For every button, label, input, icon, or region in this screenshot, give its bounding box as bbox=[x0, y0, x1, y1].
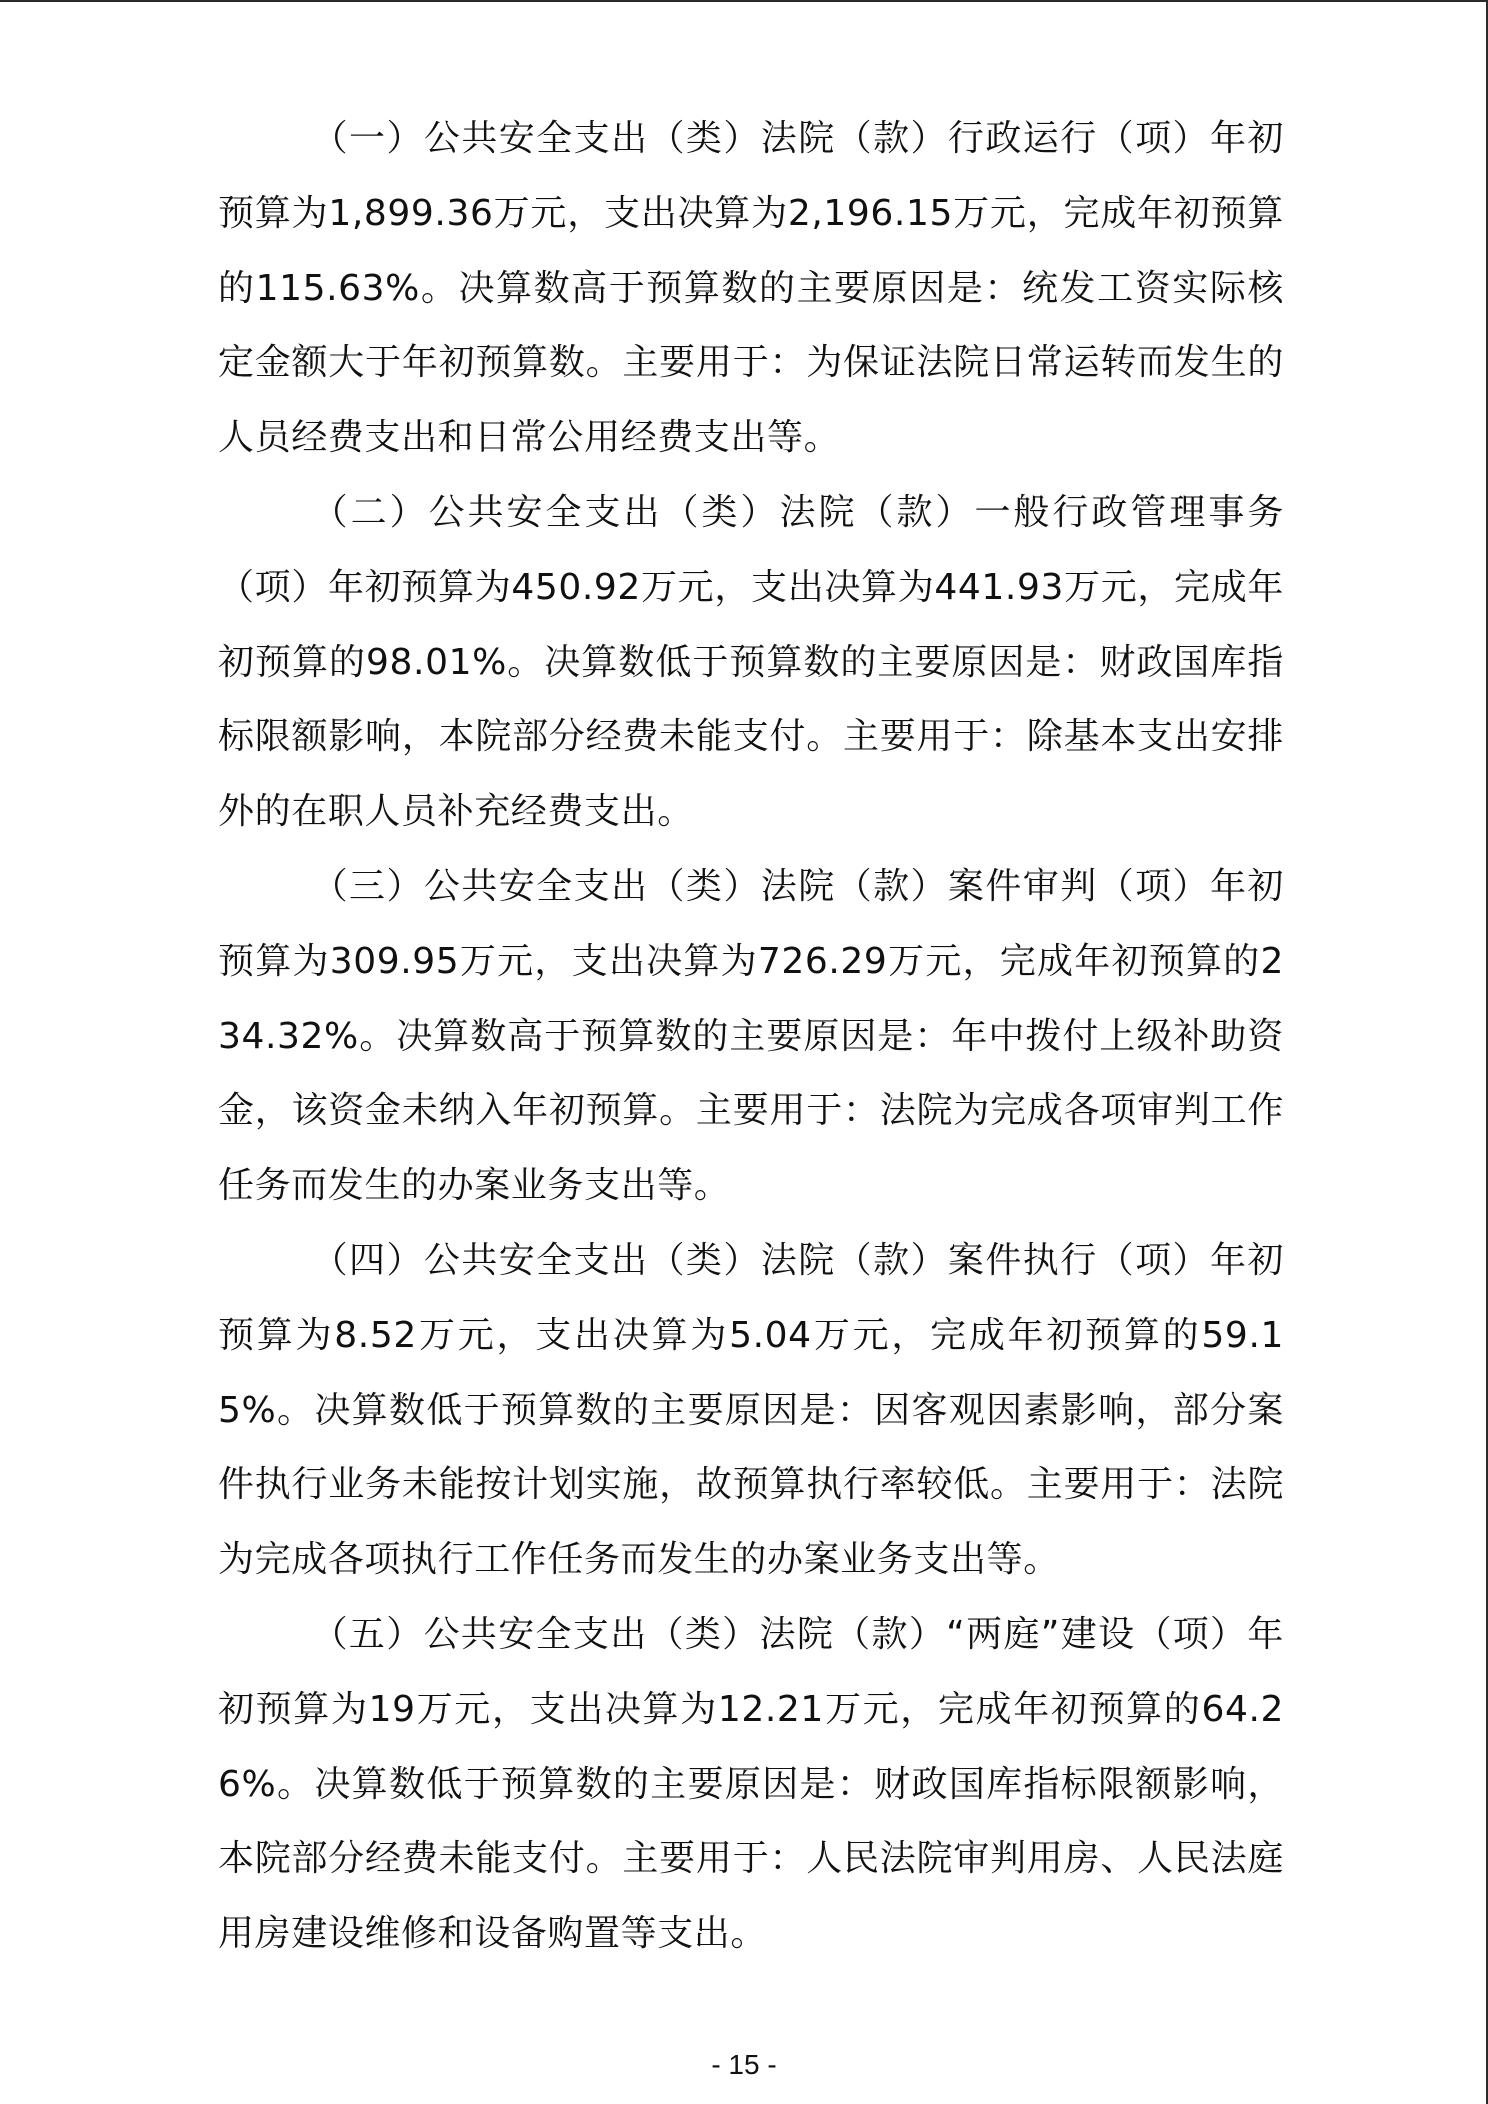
document-body bbox=[218, 102, 1284, 1972]
paragraph-administrative-operation: （一）公共安全支出（类）法院（款）行政运行（项）年初预算为1,899.36万元，支出决算为2,196.15万元，完成年初预算的115.63%。决算数高于预算数的主要原因是：统发工资实际核定金额大于年初预算数。主要用于：为保证法院日常运转而发生的人员经费支出和日常公用经费支出等。 bbox=[218, 118, 1284, 459]
paragraph-two-courts-construction: （五）公共安全支出（类）法院（款）“两庭”建设（项）年初预算为19万元，支出决算为12.21万元，完成年初预算的64.26%。决算数低于预算数的主要原因是：财政国库指标限额影响，本院部分经费未能支付。主要用于：人民法院审判用房、人民法庭用房建设维修和设备购置等支出。 bbox=[218, 1613, 1284, 1955]
paragraph-case-trial: （三）公共安全支出（类）法院（款）案件审判（项）年初预算为309.95万元，支出决算为726.29万元，完成年初预算的234.32%。决算数高于预算数的主要原因是：年中拨付上级补助资金，该资金未纳入年初预算。主要用于：法院为完成各项审判工作任务而发生的办案业务支出等。 bbox=[218, 865, 1284, 1207]
paragraph-general-administrative-affairs: （二）公共安全支出（类）法院（款）一般行政管理事务（项）年初预算为450.92万元，支出决算为441.93万元，完成年初预算的98.01%。决算数低于预算数的主要原因是：财政国库指标限额影响，本院部分经费未能支付。主要用于：除基本支出安排外的在职人员补充经费支出。 bbox=[218, 491, 1284, 833]
paragraph-case-execution: （四）公共安全支出（类）法院（款）案件执行（项）年初预算为8.52万元，支出决算为5.04万元，完成年初预算的59.15%。决算数低于预算数的主要原因是：因客观因素影响，部分案件执行业务未能按计划实施，故预算执行率较低。主要用于：法院为完成各项执行工作任务而发生的办案业务支出等。 bbox=[218, 1239, 1284, 1581]
page-number: - 15 - bbox=[711, 2049, 777, 2080]
